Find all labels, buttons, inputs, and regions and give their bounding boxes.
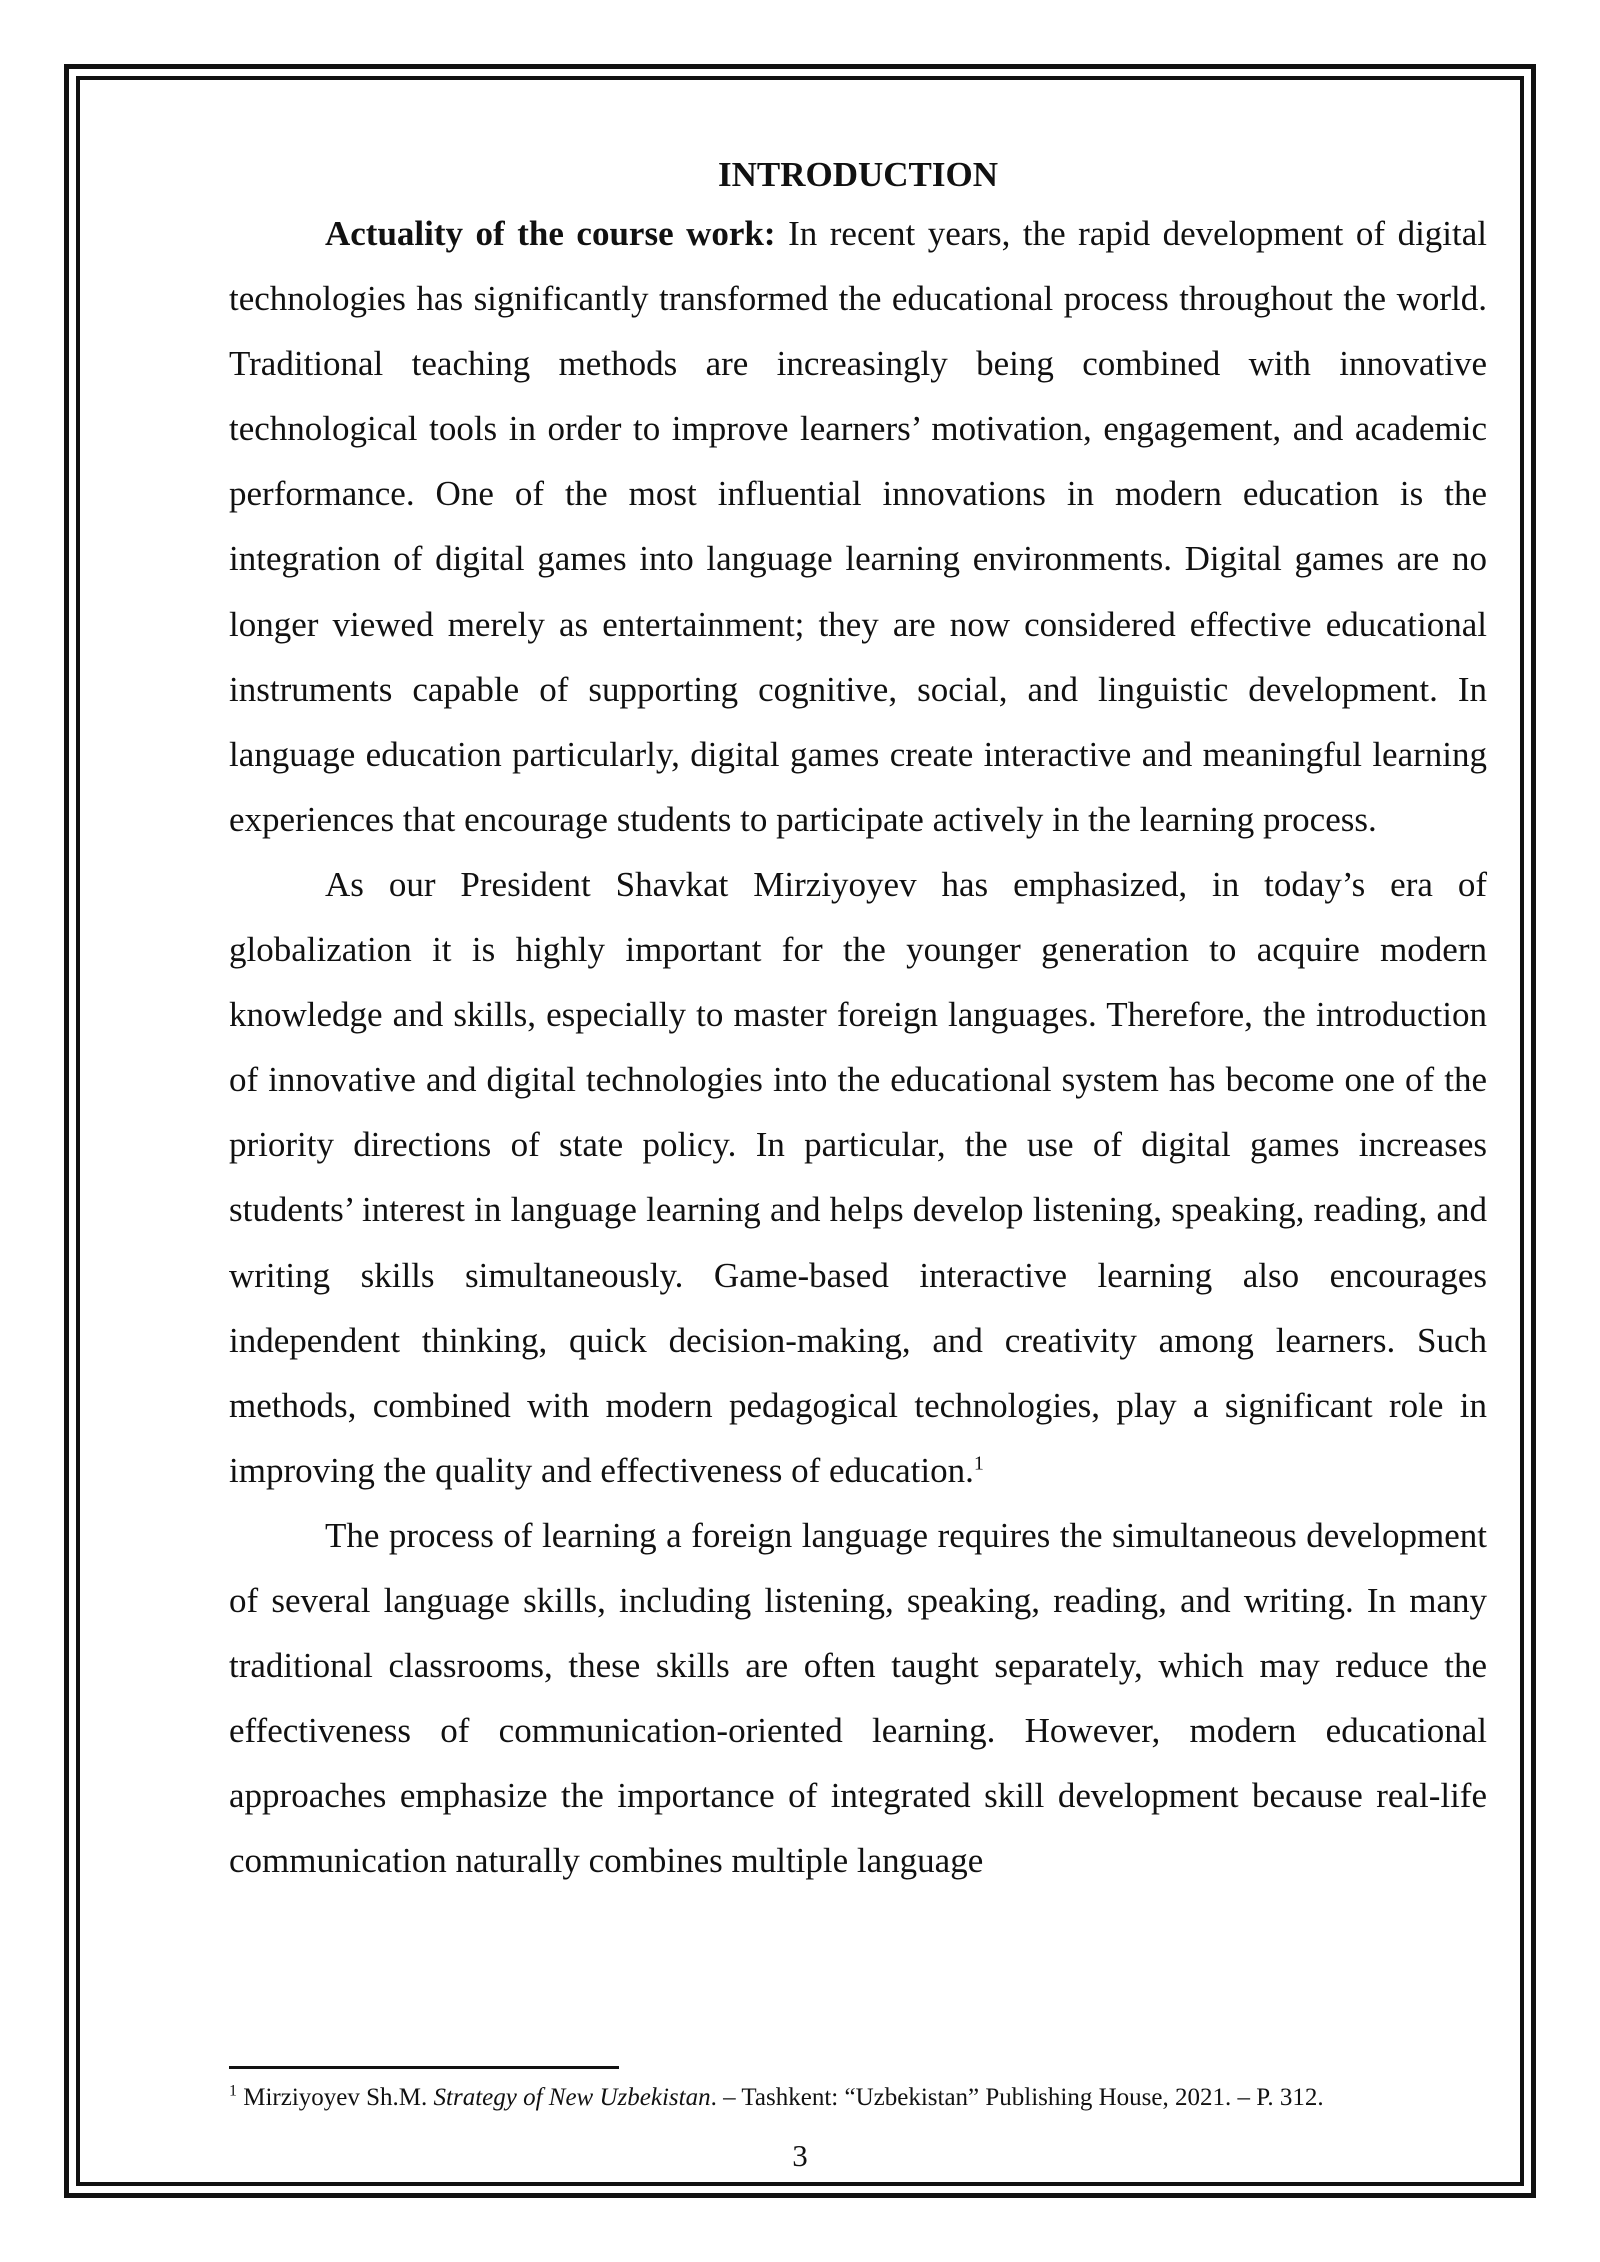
paragraph-text: In recent years, the rapid development of digital technologies has significantly transformed the educational process throughout the world. Traditional teaching methods are increasingly being combined with innovative technological tools in order to improve learners’ motivation, engagement, and academic performance. One of the most influential innovations in modern education is the integration of digital games into language learning environments. Digital games are no longer viewed merely as entertainment; they are now considered effective educational instruments capable of supporting cognitive, social, and linguistic development. In language education particularly, digital games create interactive and meaningful learning experiences that encourage students to participate actively in the learning process. xyxy=(229,214,1487,839)
paragraph-lead: Actuality of the course work: xyxy=(325,214,776,253)
paragraph-skills xyxy=(229,1503,1487,1894)
paragraph-actuality xyxy=(229,201,1487,852)
footnote-title: Strategy of New Uzbekistan xyxy=(433,2084,711,2111)
page-number: 3 xyxy=(792,2138,808,2173)
paragraph-text: As our President Shavkat Mirziyoyev has emphasized, in today’s era of globalization it is highly important for the younger generation to acquire modern knowledge and skills, especially to master foreign languages. Therefore, the introduction of innovative and digital technologies into the educational system has become one of the priority directions of state policy. In particular, the use of digital games increases students’ interest in language learning and helps develop listening, speaking, reading, and writing skills simultaneously. Game-based interactive learning also encourages independent thinking, quick decision-making, and creativity among learners. Such methods, combined with modern pedagogical technologies, play a significant role in improving the quality and effectiveness of education. xyxy=(229,864,1487,1490)
page-body xyxy=(229,148,1487,1893)
footnote-reference[interactable]: 1 xyxy=(973,1452,984,1475)
paragraph-president xyxy=(229,852,1487,1503)
paragraph-text: The process of learning a foreign language requires the simultaneous development of several language skills, including listening, speaking, reading, and writing. In many traditional classrooms, these skills are often taught separately, which may reduce the effectiveness of communication-oriented learning. However, modern educational approaches emphasize the importance of integrated skill development because real-life communication naturally combines multiple language xyxy=(229,1515,1487,1881)
footnote-mark: 1 xyxy=(229,2082,237,2100)
footnote-publisher: . – Tashkent: “Uzbekistan” Publishing House, 2021. – P. 312. xyxy=(710,2084,1324,2111)
page-title: INTRODUCTION xyxy=(717,155,999,194)
footnote xyxy=(229,2082,1487,2114)
footnote-author: Mirziyoyev Sh.M. xyxy=(237,2084,434,2111)
footnote-separator xyxy=(229,2066,619,2069)
